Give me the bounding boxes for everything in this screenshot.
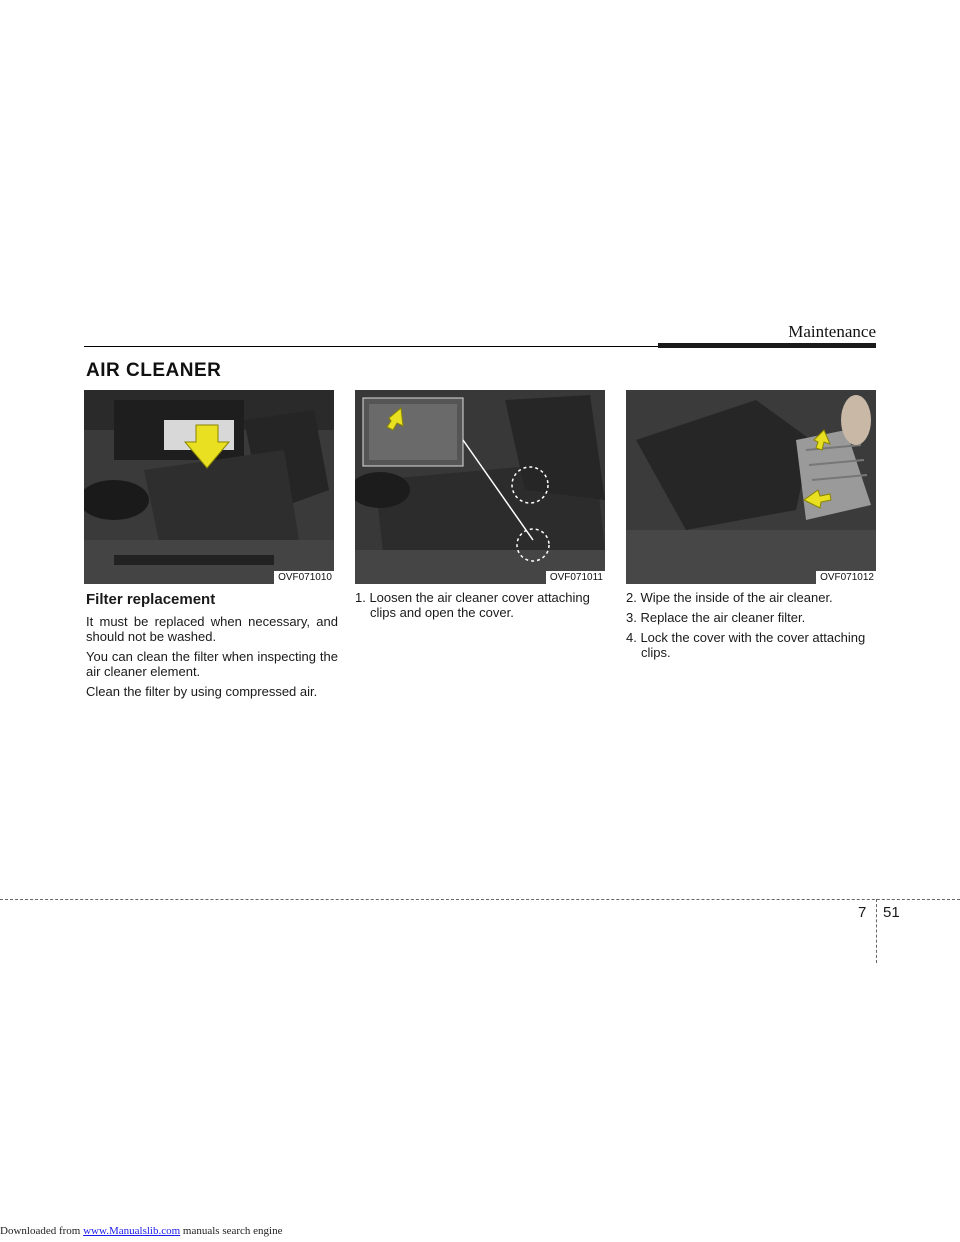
step-item: 3. Replace the air cleaner filter. (626, 610, 806, 625)
footer (0, 1225, 282, 1237)
footer-prefix: Downloaded from (0, 1225, 84, 1237)
figure-code: OVF071012 (816, 571, 876, 584)
header-rule (84, 346, 658, 347)
page-chapter: 7 (858, 904, 867, 921)
figure-code: OVF071010 (274, 571, 334, 584)
figure-air-cleaner-location (84, 390, 334, 584)
step-item: 1. Loosen the air cleaner cover attaching clips and open the cover. (355, 590, 590, 620)
page-number: 51 (883, 904, 900, 921)
page-divider-horizontal (0, 899, 960, 900)
figure-loosen-clips (355, 390, 605, 584)
paragraph: You can clean the filter when inspecting the air cleaner element. (86, 649, 338, 679)
subhead: Filter replacement (86, 591, 216, 608)
header-bar (658, 343, 876, 348)
page-divider-vertical (876, 899, 877, 963)
paragraph: It must be replaced when necessary, and should not be washed. (86, 614, 338, 644)
paragraph: Clean the filter by using compressed air. (86, 684, 318, 699)
step-item: 2. Wipe the inside of the air cleaner. (626, 590, 833, 605)
figure-replace-filter (626, 390, 876, 584)
footer-suffix: manuals search engine (180, 1225, 283, 1237)
column-steps-2-4 (626, 590, 878, 665)
engine-bay-photo-2 (355, 390, 605, 584)
column-filter-replacement (86, 590, 338, 704)
header-title: Maintenance (788, 322, 876, 341)
column-step-1 (355, 590, 607, 625)
engine-bay-photo-1 (84, 390, 334, 584)
engine-bay-photo-3 (626, 390, 876, 584)
step-item: 4. Lock the cover with the cover attaching clips. (626, 630, 866, 660)
section-title: AIR CLEANER (86, 360, 222, 381)
footer-link[interactable]: www.Manualslib.com (83, 1225, 181, 1237)
figure-code: OVF071011 (546, 571, 605, 584)
